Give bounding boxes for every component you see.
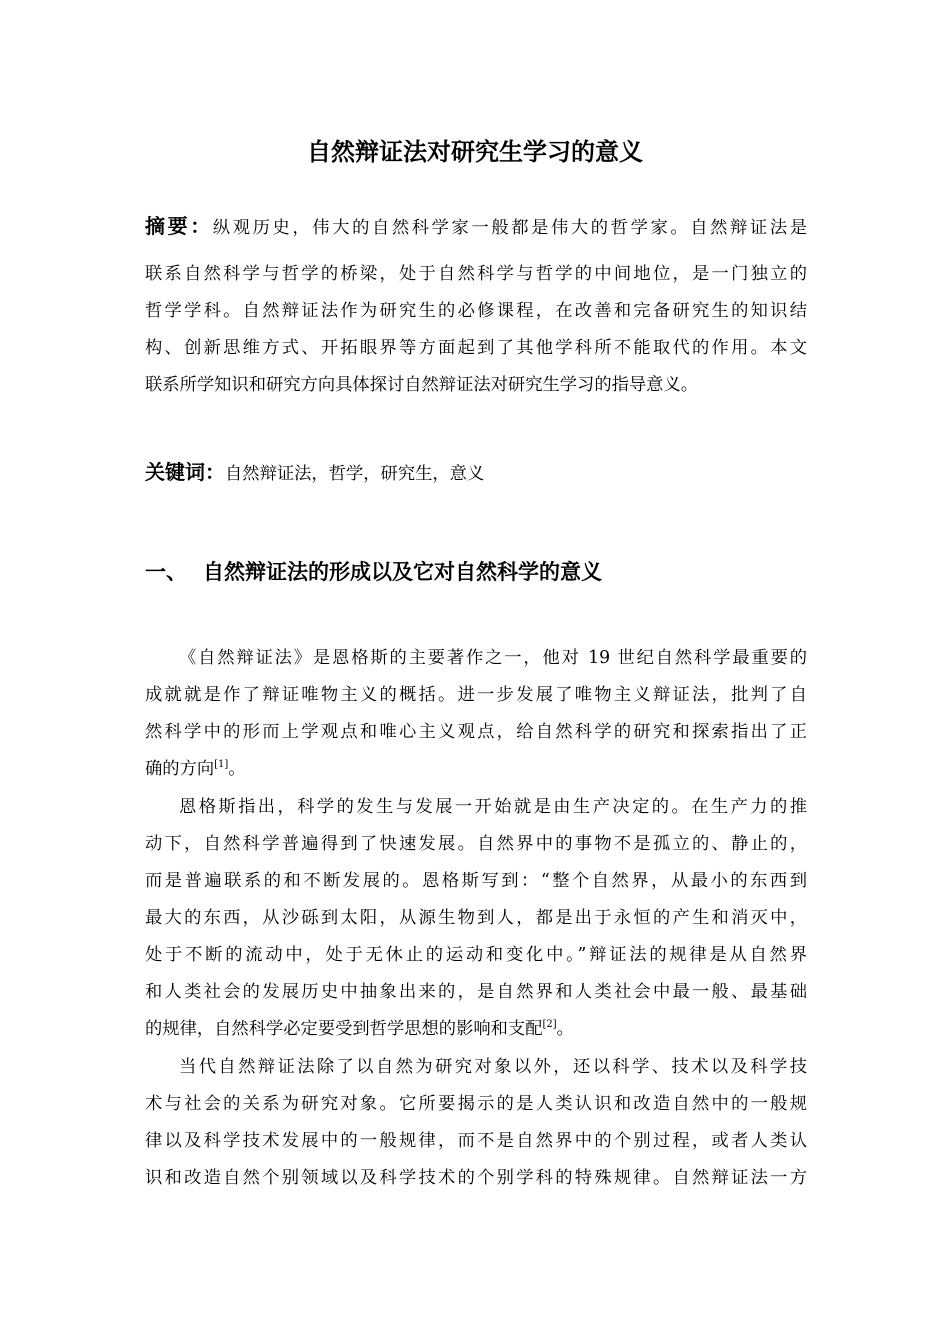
section-heading: [145, 552, 807, 592]
abstract-line-4: 构、创新思维方式、开拓眼界等方面起到了其他学科所不能取代的作用。本文: [145, 338, 807, 358]
abstract-line-3: 哲学学科。自然辩证法作为研究生的必修课程，在改善和完备研究生的知识结: [145, 301, 807, 321]
paragraph-2-line-5: 处于不断的流动中，处于无休止的运动和变化中。”辩证法的规律是从自然界: [145, 945, 807, 965]
keywords-text: 自然辩证法，哲学，研究生，意义: [225, 464, 485, 484]
paragraph-3-line-1: 当代自然辩证法除了以自然为研究对象以外，还以科学、技术以及科学技: [179, 1057, 807, 1077]
section-title: 自然辩证法的形成以及它对自然科学的意义: [203, 560, 602, 584]
paragraph-2-line-6: 和人类社会的发展历史中抽象出来的，是自然界和人类社会中最一般、最基础: [145, 982, 807, 1002]
paragraph-2-line-2: 动下，自然科学普遍得到了快速发展。自然界中的事物不是孤立的、静止的，: [145, 834, 807, 854]
paragraph-3-line-4: 识和改造自然个别领域以及科学技术的个别学科的特殊规律。自然辩证法一方: [145, 1168, 807, 1188]
paragraph-3-line-3: 律以及科学技术发展中的一般规律，而不是自然界中的个别过程，或者人类认: [145, 1131, 807, 1151]
paragraph-3-line-2: 术与社会的关系为研究对象。它所要揭示的是人类认识和改造自然中的一般规: [145, 1094, 807, 1114]
paragraph-2-line-3: 而是普遍联系的和不断发展的。恩格斯写到：“整个自然界，从最小的东西到: [145, 871, 807, 891]
section-number: 一、: [145, 560, 187, 584]
keywords-line: [145, 457, 807, 487]
paragraph-1-line-1: 《自然辩证法》是恩格斯的主要著作之一，他对 19 世纪自然科学最重要的: [179, 648, 807, 668]
paragraph-1-line-3: 然科学中的形而上学观点和唯心主义观点，给自然科学的研究和探索指出了正: [145, 722, 807, 742]
paragraph-2-line-7: 的规律，自然科学必定要受到哲学思想的影响和支配[2]。: [145, 1019, 574, 1039]
abstract-label: 摘要：: [145, 214, 213, 238]
paragraph-2-line-1: 恩格斯指出，科学的发生与发展一开始就是由生产决定的。在生产力的推: [179, 797, 807, 817]
paragraph-2-line-4: 最大的东西，从沙砾到太阳，从源生物到人，都是出于永恒的产生和消灭中，: [145, 908, 807, 928]
citation-ref-2: [2]: [542, 1019, 557, 1030]
citation-ref-1: [1]: [214, 759, 229, 770]
page-title: 自然辩证法对研究生学习的意义: [307, 138, 643, 166]
paragraph-1-line-4: 确的方向[1]。: [145, 759, 246, 779]
abstract-line-5: 联系所学知识和研究方向具体探讨自然辩证法对研究生学习的指导意义。: [145, 375, 699, 395]
paragraph-1-line-2: 成就就是作了辩证唯物主义的概括。进一步发展了唯物主义辩证法，批判了自: [145, 685, 807, 705]
abstract-line-1: 摘要：纵观历史，伟大的自然科学家一般都是伟大的哲学家。自然辩证法是: [145, 214, 807, 238]
abstract-line-2: 联系自然科学与哲学的桥梁，处于自然科学与哲学的中间地位，是一门独立的: [145, 264, 807, 284]
keywords-label: 关键词：: [145, 460, 225, 484]
